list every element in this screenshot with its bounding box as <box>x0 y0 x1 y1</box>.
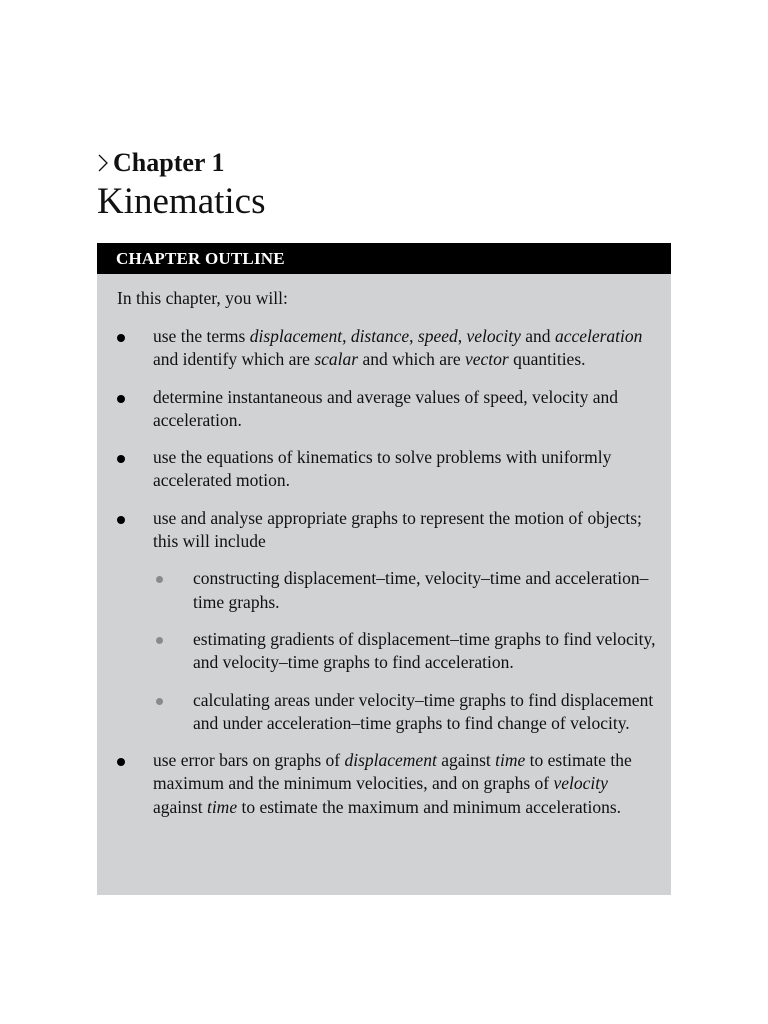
text-run: use error bars on graphs of <box>153 750 345 771</box>
outline-subitem-text: constructing displacement–time, velocity–time and acceleration–time graphs. <box>193 568 649 612</box>
italic-term: speed <box>417 326 458 346</box>
chapter-outline-header <box>97 243 671 274</box>
chapter-title: Kinematics <box>97 181 266 222</box>
outline-item <box>97 386 671 433</box>
italic-term: displacement <box>249 326 343 346</box>
text-run: determine instantaneous and average values of speed, velocity and acceleration. <box>153 386 619 430</box>
outline-subitem <box>97 628 671 675</box>
outline-item <box>97 446 671 493</box>
chevron-right-icon <box>97 152 111 174</box>
sub-bullet-icon <box>156 637 163 644</box>
italic-term: acceleration <box>554 326 643 346</box>
text-run: and which are <box>358 349 465 370</box>
outline-item-text <box>153 750 632 817</box>
italic-term: scalar <box>314 349 359 370</box>
outline-subitem-text: calculating areas under velocity–time graphs to find displacement and under acceleration–time graphs to find change of velocity. <box>193 689 654 733</box>
sub-bullet-icon <box>156 698 163 705</box>
text-run: and <box>520 326 555 346</box>
text-run: against <box>153 796 207 817</box>
italic-term: distance <box>350 326 410 346</box>
chapter-label: Chapter 1 <box>113 148 225 177</box>
text-run: quantities. <box>508 349 586 370</box>
chapter-label-row <box>97 146 266 180</box>
text-run: against <box>436 750 496 771</box>
bullet-icon <box>117 758 125 766</box>
chapter-outline-header-label: CHAPTER OUTLINE <box>116 248 285 268</box>
outline-item-text <box>153 508 642 551</box>
outline-intro: In this chapter, you will: <box>117 288 288 308</box>
text-run: , <box>457 326 467 346</box>
italic-term: time <box>495 750 526 771</box>
bullet-icon <box>117 395 125 403</box>
bullet-icon <box>117 334 125 342</box>
bullet-icon <box>117 516 125 524</box>
outline-item-text <box>153 387 618 430</box>
italic-term: displacement <box>344 750 437 771</box>
chapter-heading <box>97 146 266 223</box>
outline-item-text <box>153 326 642 369</box>
text-run: , <box>342 326 351 346</box>
text-run: and identify which are <box>153 349 315 370</box>
outline-item <box>97 749 671 819</box>
text-run: use the equations of kinematics to solve problems with uniformly accelerated motion. <box>153 447 612 491</box>
italic-term: vector <box>464 349 509 370</box>
text-run: , <box>409 326 418 346</box>
italic-term: velocity <box>466 326 521 346</box>
italic-term: velocity <box>553 773 608 794</box>
outline-subitem <box>97 567 671 614</box>
outline-list <box>97 325 671 833</box>
chapter-outline-box <box>97 243 671 895</box>
outline-subitem-text: estimating gradients of displacement–time graphs to find velocity, and velocity–time graphs to find acceleration. <box>193 628 656 673</box>
text-run: to estimate the maximum and the minimum velocities, and on graphs of <box>153 750 632 794</box>
outline-item-text <box>153 447 611 490</box>
sub-bullet-icon <box>156 576 163 583</box>
bullet-icon <box>117 455 125 463</box>
outline-item <box>97 325 671 372</box>
text-run: to estimate the maximum and minimum accelerations. <box>237 796 622 817</box>
text-run: use the terms <box>153 326 250 346</box>
text-run: use and analyse appropriate graphs to represent the motion of objects; this will include <box>153 507 642 552</box>
outline-subitem <box>97 689 671 736</box>
italic-term: time <box>206 796 238 817</box>
outline-item <box>97 507 671 554</box>
